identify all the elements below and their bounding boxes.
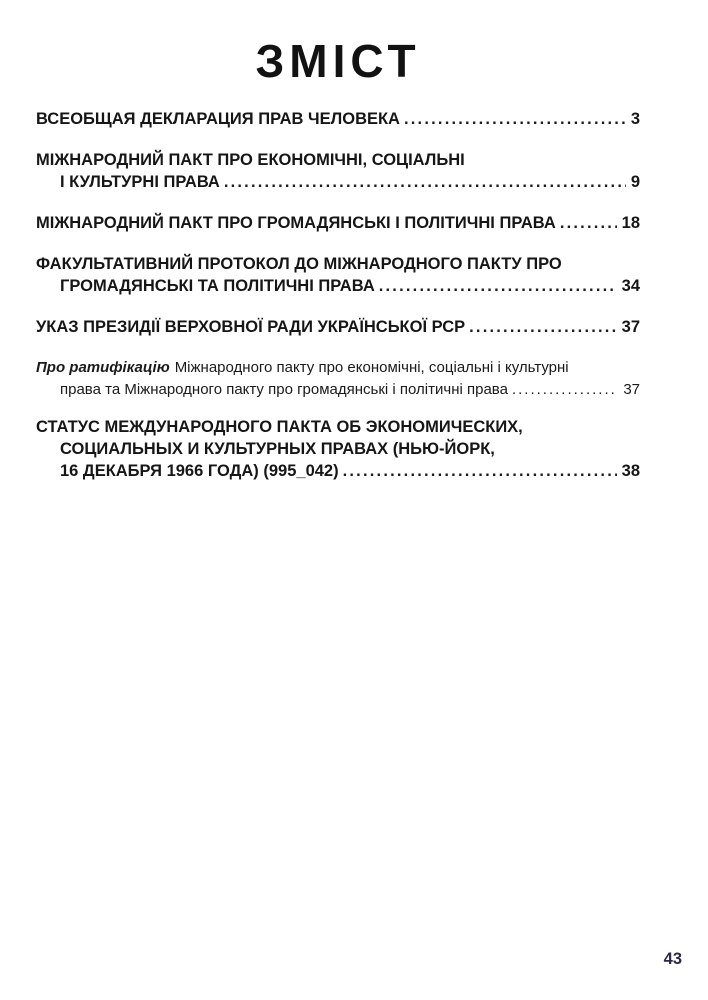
toc-entry xyxy=(36,253,640,297)
toc-page-number: 34 xyxy=(621,277,640,295)
dot-leader xyxy=(343,460,617,482)
toc-entry-text: Міжнародного пакту про економічні, соціальні і культурні xyxy=(174,359,569,376)
toc-entry-text: СОЦИАЛЬНЫХ И КУЛЬТУРНЫХ ПРАВАХ (НЬЮ-ЙОРК, xyxy=(60,440,495,458)
toc-entry xyxy=(36,357,640,400)
toc-entry xyxy=(36,149,640,193)
footer-page-number: 43 xyxy=(663,950,682,968)
dot-leader xyxy=(404,108,626,130)
dot-leader xyxy=(560,212,617,234)
toc-entry-lead: Про ратифікацію xyxy=(36,359,170,376)
toc-page-number: 37 xyxy=(623,380,640,398)
toc-entry xyxy=(36,212,640,234)
toc-page-number: 9 xyxy=(630,173,640,191)
toc-entry-text: І КУЛЬТУРНІ ПРАВА xyxy=(60,173,220,191)
toc-entry-text: СТАТУС МЕЖДУНАРОДНОГО ПАКТА ОБ ЭКОНОМИЧЕСКИХ, xyxy=(36,418,523,436)
toc-entry-text: права та Міжнародного пакту про громадянські і політичні права xyxy=(60,380,508,398)
dot-leader xyxy=(224,171,626,193)
toc-entry-text: 16 ДЕКАБРЯ 1966 ГОДА) (995_042) xyxy=(60,462,339,480)
page-title: ЗМІСТ xyxy=(255,35,421,87)
toc-page-number: 18 xyxy=(621,214,640,232)
toc-entry-text: ВСЕОБЩАЯ ДЕКЛАРАЦИЯ ПРАВ ЧЕЛОВЕКА xyxy=(36,110,400,128)
dot-leader xyxy=(512,379,618,401)
dot-leader xyxy=(379,275,617,297)
toc-entry xyxy=(36,316,640,338)
toc-page-number: 3 xyxy=(630,110,640,128)
table-of-contents xyxy=(36,108,640,482)
toc-entry-text: МІЖНАРОДНИЙ ПАКТ ПРО ГРОМАДЯНСЬКІ І ПОЛІТИЧНІ ПРАВА xyxy=(36,214,556,232)
dot-leader xyxy=(469,316,617,338)
toc-entry-text: МІЖНАРОДНИЙ ПАКТ ПРО ЕКОНОМІЧНІ, СОЦІАЛЬНІ xyxy=(36,151,465,169)
toc-entry-text: УКАЗ ПРЕЗИДІЇ ВЕРХОВНОЇ РАДИ УКРАЇНСЬКОЇ РСР xyxy=(36,318,466,336)
toc-entry xyxy=(36,108,640,130)
toc-entry-text: ФАКУЛЬТАТИВНИЙ ПРОТОКОЛ ДО МІЖНАРОДНОГО ПАКТУ ПРО xyxy=(36,255,562,273)
toc-entry-text: ГРОМАДЯНСЬКІ ТА ПОЛІТИЧНІ ПРАВА xyxy=(60,277,375,295)
toc-page-number: 38 xyxy=(621,462,640,480)
toc-entry xyxy=(36,416,640,482)
toc-page-number: 37 xyxy=(621,318,640,336)
